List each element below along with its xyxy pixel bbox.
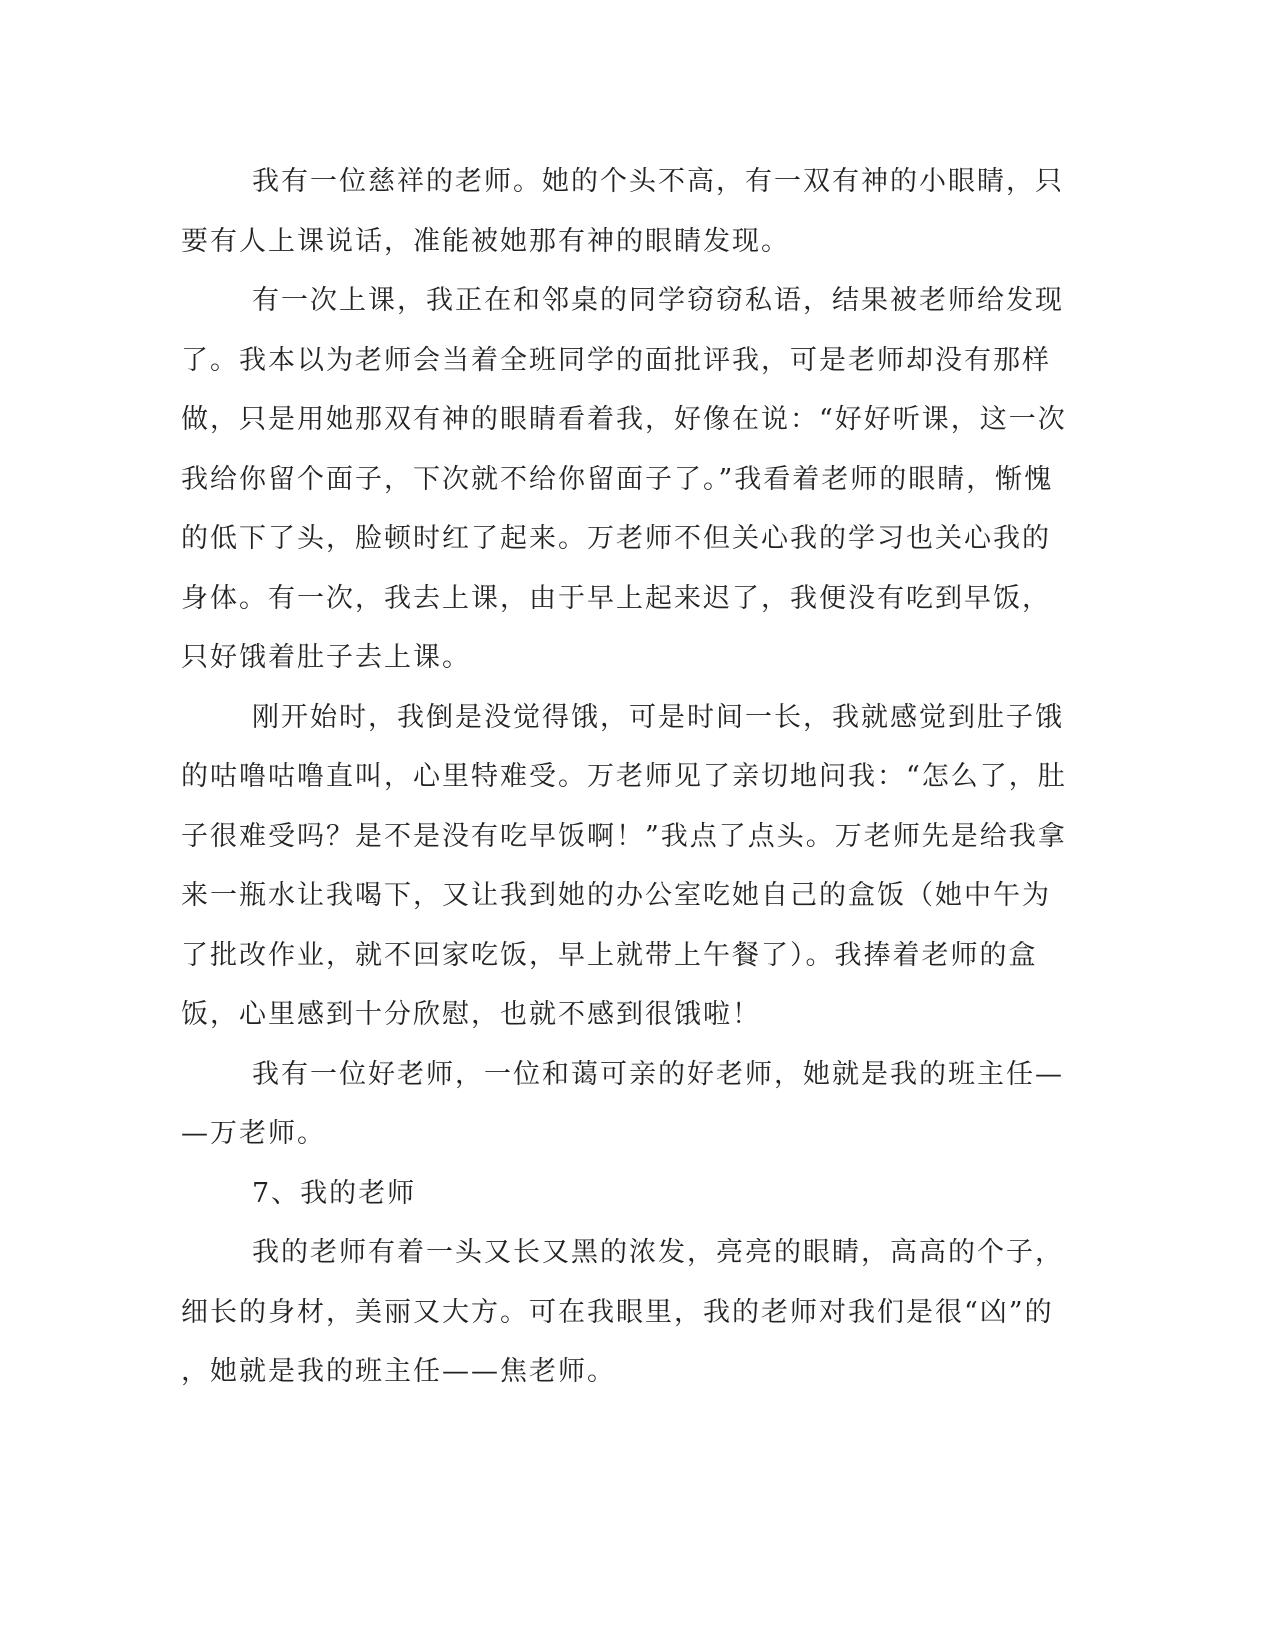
text-line: 细长的身材，美丽又大方。可在我眼里，我的老师对我们是很“凶”的 [181, 1296, 1054, 1328]
text-line: 子很难受吗？是不是没有吃早饭啊！”我点了点头。万老师先是给我拿 [181, 820, 1067, 852]
paragraph [181, 1045, 1064, 1164]
text-line: 做，只是用她那双有神的眼睛看着我，好像在说：“好好听课，这一次 [181, 404, 1067, 435]
text-line: 我给你留个面子，下次就不给你留面子了。”我看着老师的眼睛，惭愧 [181, 463, 1054, 495]
paragraph [181, 688, 1067, 1045]
heading-text: 7、我的老师 [252, 1177, 417, 1209]
document-body [181, 152, 1067, 1402]
text-line: 刚开始时，我倒是没觉得饿，可是时间一长，我就感觉到肚子饿 [252, 701, 1064, 733]
text-line: 我的老师有着一头又长又黑的浓发，亮亮的眼睛，高高的个子， [252, 1237, 1064, 1268]
text-line: 我有一位好老师，一位和蔼可亲的好老师，她就是我的班主任— [252, 1058, 1064, 1090]
text-line: ，她就是我的班主任——焦老师。 [181, 1356, 616, 1387]
text-line: 了批改作业，就不回家吃饭，早上就带上午餐了）。我捧着老师的盒 [181, 939, 1038, 971]
paragraph [181, 152, 1064, 271]
text-line: 来一瓶水让我喝下，又让我到她的办公室吃她自己的盒饭（她中午为 [181, 880, 1051, 911]
text-line: —万老师。 [181, 1118, 326, 1149]
text-line: 了。我本以为老师会当着全班同学的面批评我，可是老师却没有那样 [181, 344, 1051, 376]
text-line: 身体。有一次，我去上课，由于早上起来迟了，我便没有吃到早饭， [181, 582, 1051, 614]
paragraph [181, 1223, 1064, 1402]
text-line: 只好饿着肚子去上课。 [181, 642, 471, 673]
text-line: 要有人上课说话，准能被她那有神的眼睛发现。 [181, 225, 790, 257]
section-heading [181, 1164, 1031, 1224]
text-line: 有一次上课，我正在和邻桌的同学窃窃私语，结果被老师给发现 [252, 285, 1064, 316]
text-line: 的咕噜咕噜直叫，心里特难受。万老师见了亲切地问我：“怎么了，肚 [181, 761, 1067, 792]
text-line: 饭，心里感到十分欣慰，也就不感到很饿啦！ [181, 999, 761, 1030]
paragraph [181, 271, 1067, 688]
text-line: 我有一位慈祥的老师。她的个头不高，有一双有神的小眼睛，只 [252, 166, 1064, 197]
text-line: 的低下了头，脸顿时红了起来。万老师不但关心我的学习也关心我的 [181, 523, 1051, 554]
